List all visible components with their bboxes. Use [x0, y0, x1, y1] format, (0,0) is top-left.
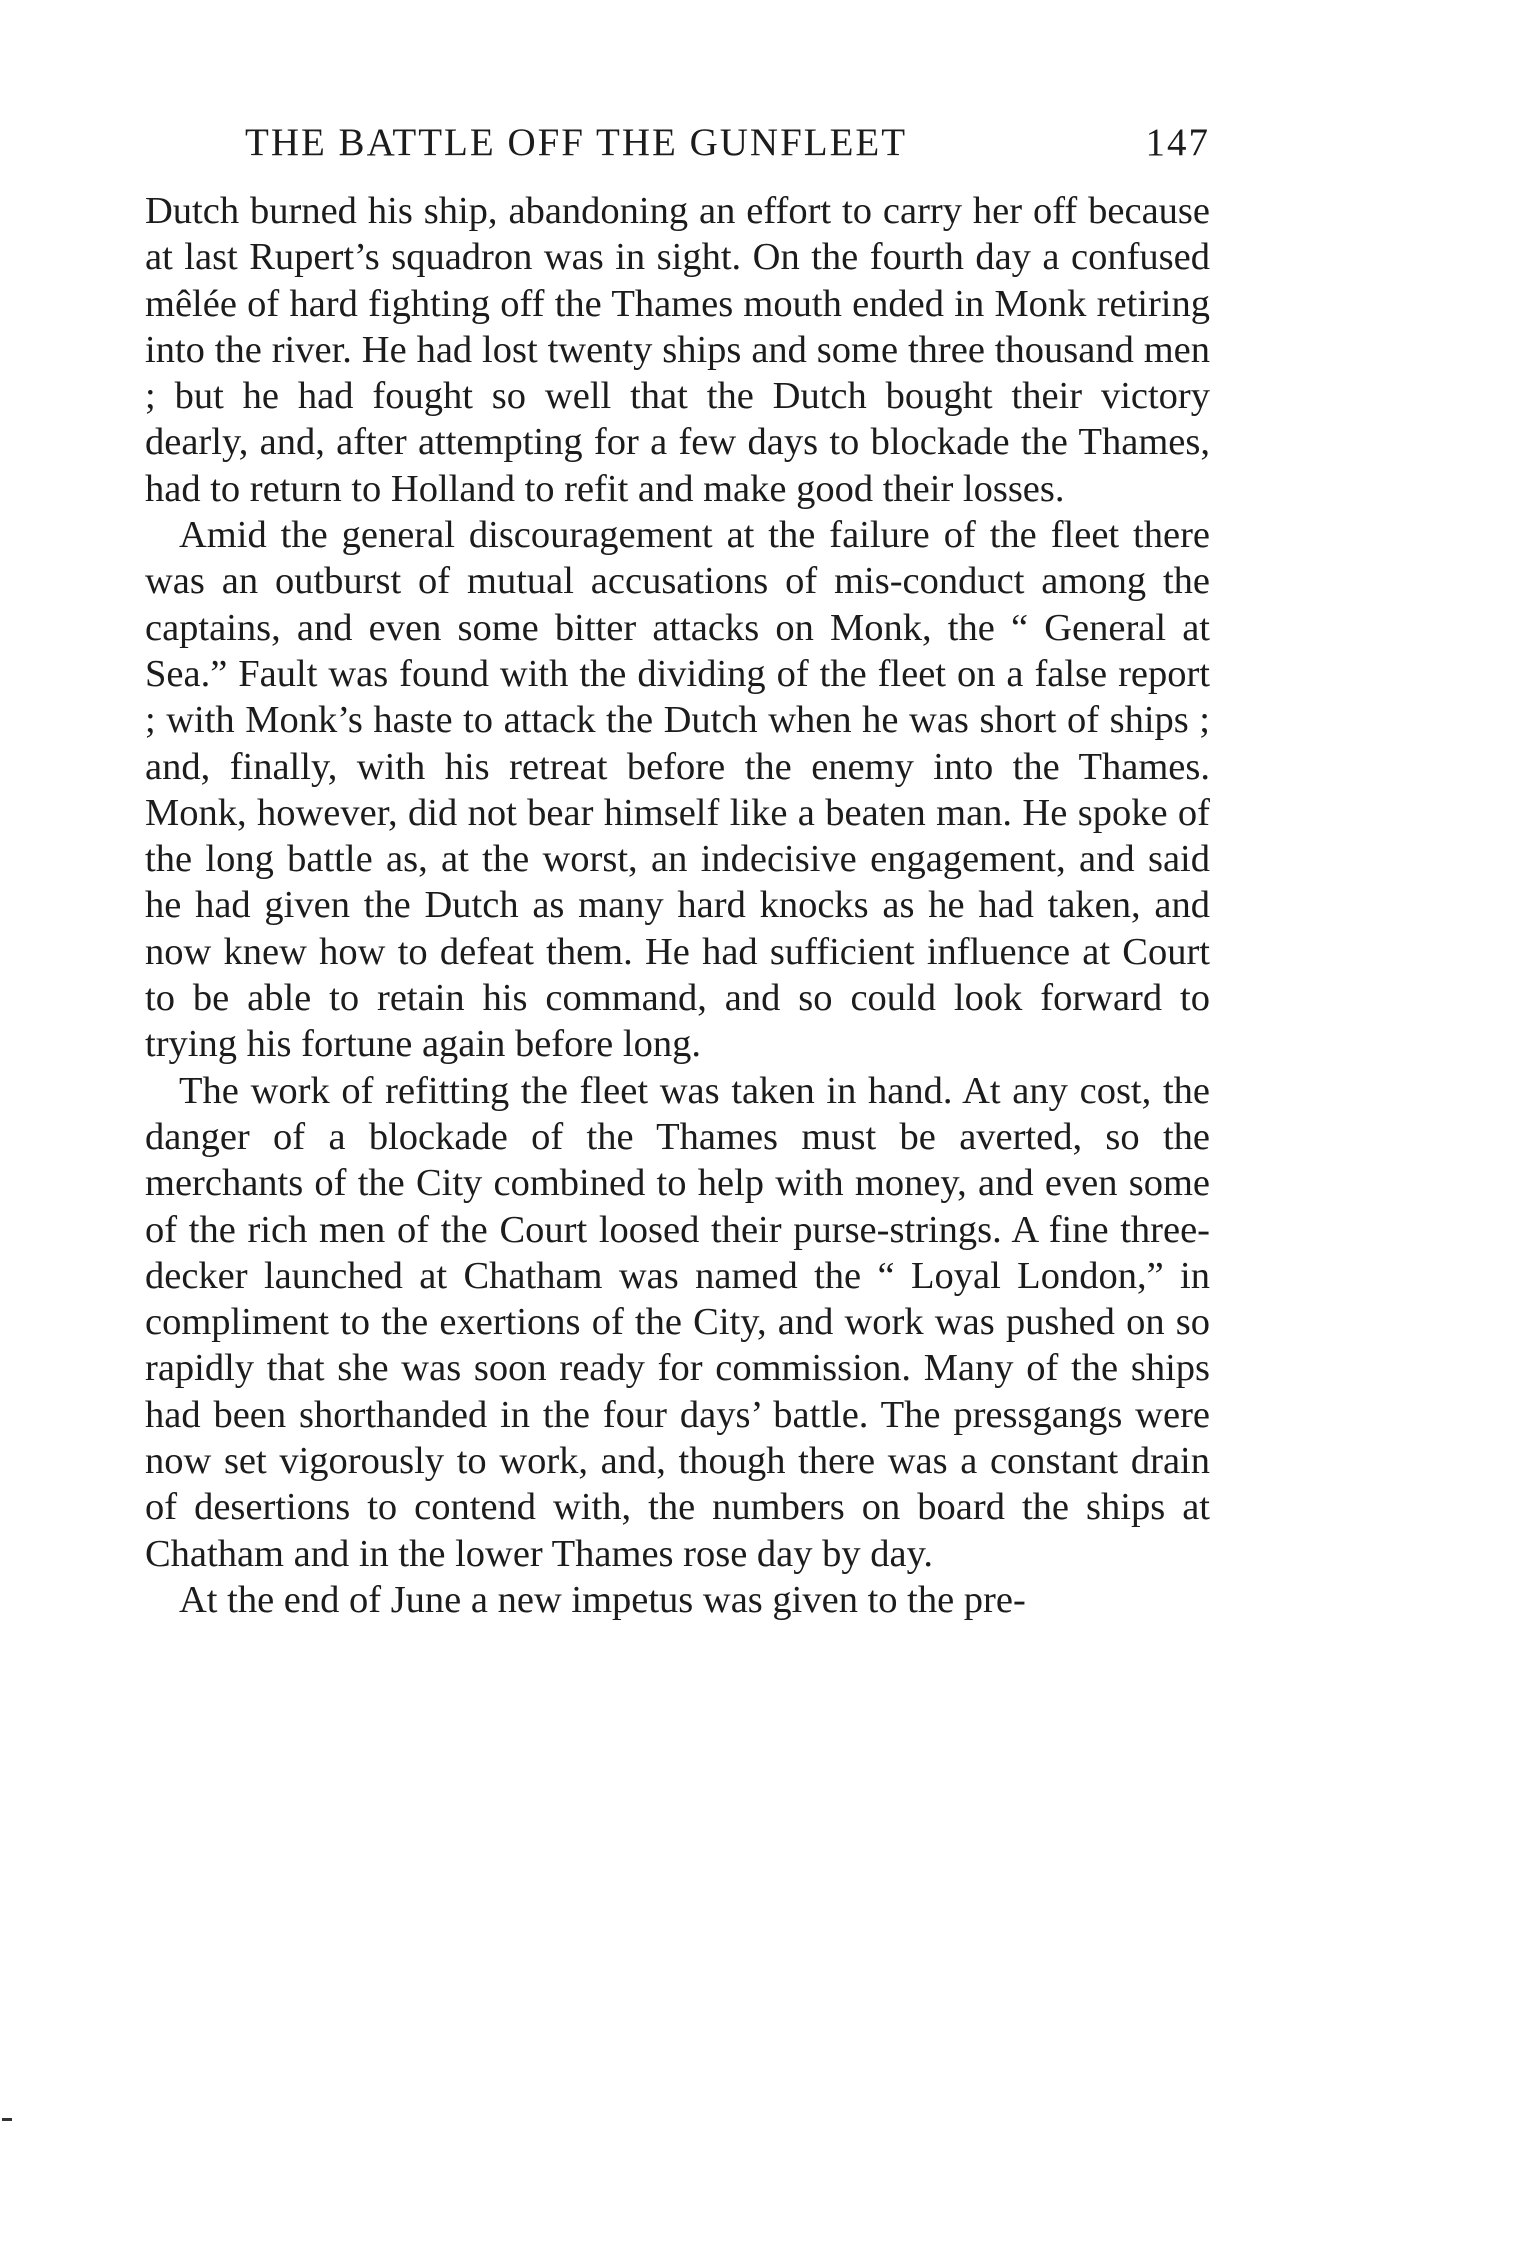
paragraph: Dutch burned his ship, abandoning an effort to carry her off because at last Rupert’s squadron was in sight. On the fourth day a confused mêlée of hard fighting off the Thames mouth ended in Monk retiring into the river. He had lost twenty ships and some three thousand men ; but he had fought so well that the Dutch bought their victory dearly, and, after attempting for a few days to blockade the Thames, had to return to Holland to refit and make good their losses.	[145, 190, 1210, 510]
running-title: THE BATTLE OFF THE GUNFLEET	[245, 121, 908, 164]
paragraph: The work of refitting the fleet was taken in hand. At any cost, the danger of a blockade of the Thames must be averted, so the merchants of the City combined to help with money, and even some of the rich men of the Court loosed their purse-strings. A fine three-decker launched at Chatham was named the “ Loyal London,” in compliment to the exertions of the City, and work was pushed on so rapidly that she was soon ready for commission. Many of the ships had been shorthanded in the four days’ battle. The pressgangs were now set vigorously to work, and, though there was a constant drain of desertions to contend with, the numbers on board the ships at Chatham and in the lower Thames rose day by day.	[145, 1069, 1210, 1575]
body-text	[145, 188, 1210, 1623]
paragraph: Amid the general discouragement at the failure of the fleet there was an outburst of mutual accusations of mis-conduct among the captains, and even some bitter attacks on Monk, the “ General at Sea.” Fault was found with the dividing of the fleet on a false report ; with Monk’s haste to attack the Dutch when he was short of ships ; and, finally, with his retreat before the enemy into the Thames. Monk, however, did not bear himself like a beaten man. He spoke of the long battle as, at the worst, an indecisive engagement, and said he had given the Dutch as many hard knocks as he had taken, and now knew how to defeat them. He had sufficient influence at Court to be able to retain his command, and so could look forward to trying his fortune again before long.	[145, 514, 1210, 1066]
paragraph: At the end of June a new impetus was given to the pre-	[179, 1578, 1026, 1621]
page-number: 147	[1145, 121, 1210, 164]
book-page	[145, 120, 1210, 1623]
running-head	[145, 120, 1210, 182]
scan-margin-mark	[2, 2118, 12, 2121]
